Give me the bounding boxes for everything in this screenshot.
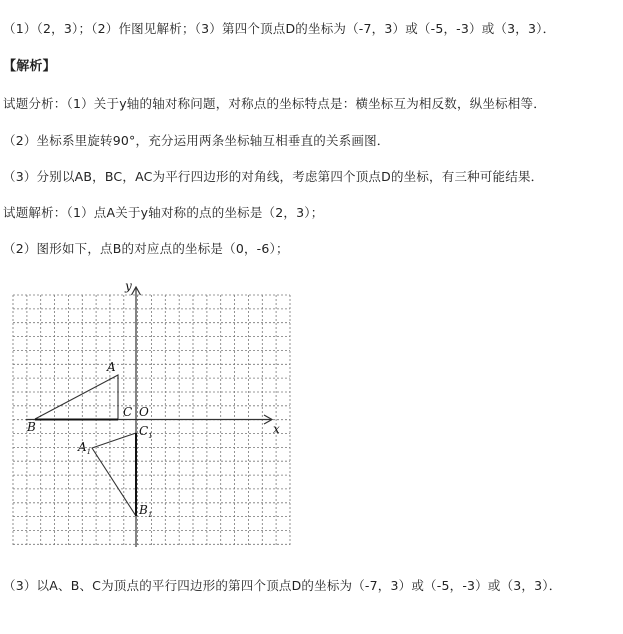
origin-label: O bbox=[139, 405, 149, 419]
analysis-part1: 试题分析：（1）关于y轴的轴对称问题，对称点的坐标特点是：横坐标互为相反数，纵坐标相等． bbox=[3, 96, 546, 111]
point-c-label: C bbox=[123, 405, 133, 419]
point-c1-label: $C_1$ bbox=[139, 424, 153, 440]
solution-part3: （3）以A、B、C为顶点的平行四边形的第四个顶点D的坐标为（-7，3）或（-5，-3）或（3，3）． bbox=[3, 578, 562, 593]
solution-part2: （2）图形如下，点B的对应点的坐标是（0，-6）； bbox=[3, 241, 289, 256]
point-b1-label: $B_1$ bbox=[139, 503, 153, 519]
grid bbox=[13, 295, 290, 547]
analysis-part2: （2）坐标系里旋转90°，充分运用两条坐标轴互相垂直的关系画图． bbox=[3, 133, 390, 148]
solution-part1: 试题解析：（1）点A关于y轴对称的点的坐标是（2，3）； bbox=[3, 205, 324, 220]
axis-x-label: x bbox=[273, 422, 280, 436]
point-a-label: A bbox=[107, 360, 116, 374]
triangle-abc bbox=[35, 375, 118, 419]
analysis-part3: （3）分别以AB，BC，AC为平行四边形的对角线，考虑第四个顶点D的坐标，有三种可能结果． bbox=[3, 169, 544, 184]
point-b-label: B bbox=[27, 420, 36, 434]
answer-line: （1）（2，3）；（2）作图见解析；（3）第四个顶点D的坐标为（-7，3）或（-5，-3）或（3，3）． bbox=[3, 21, 556, 36]
analysis-heading: 【解析】 bbox=[3, 59, 56, 74]
triangle-a1b1c1 bbox=[92, 433, 136, 516]
point-a1-label: $A_1$ bbox=[78, 440, 92, 456]
axis-y-label: y bbox=[125, 279, 132, 293]
